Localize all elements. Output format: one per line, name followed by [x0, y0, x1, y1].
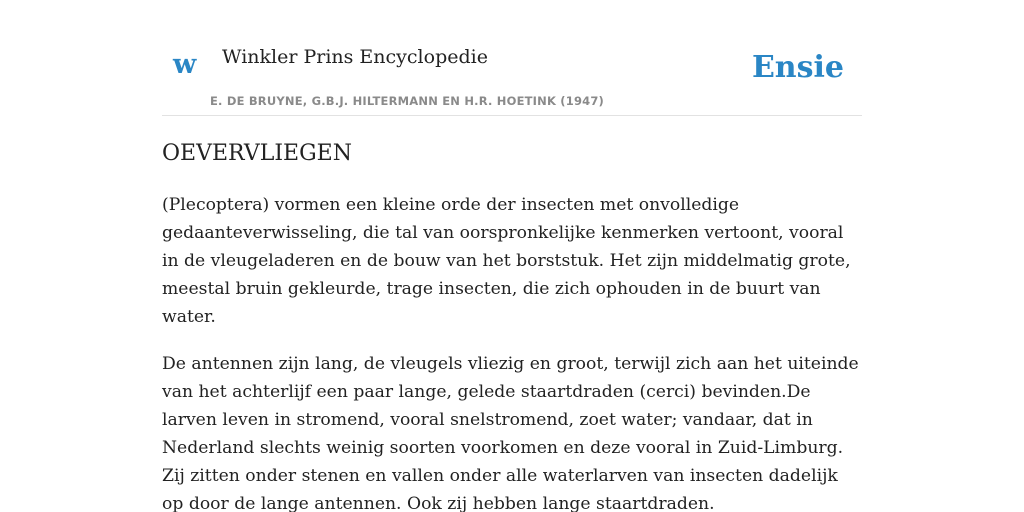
- article-body: [162, 191, 862, 512]
- authors-line: E. DE BRUYNE, G.B.J. HILTERMANN EN H.R. HOETINK (1947): [210, 94, 605, 108]
- header: [162, 0, 862, 116]
- page: [162, 0, 862, 512]
- brand-logo[interactable]: Ensie: [751, 50, 844, 85]
- paragraph: De antennen zijn lang, de vleugels vliezig en groot, terwijl zich aan het uiteinde van het achterlijf een paar lange, gelede staartdraden (cerci) bevinden.De larven leven in stromend, vooral snelstromend, zoet water; vandaar, dat in Nederland slechts weinig soorten voorkomen en deze vooral in Zuid-Limburg. Zij zitten onder stenen en vallen onder alle waterlarven van insecten dadelijk op door de lange antennen. Ook zij hebben lange staartdraden.: [162, 354, 859, 512]
- site-title[interactable]: Winkler Prins Encyclopedie: [222, 46, 488, 68]
- site-logo[interactable]: w: [173, 49, 197, 80]
- paragraph: (Plecoptera) vormen een kleine orde der insecten met onvolledige gedaanteverwisseling, die tal van oorspronkelijke kenmerken vertoont, vooral in de vleugeladeren en de bouw van het borststuk. Het zijn middelmatig grote, meestal bruin gekleurde, trage insecten, die zich ophouden in de buurt van water.: [162, 195, 851, 327]
- entry-title: OEVERVLIEGEN: [162, 141, 352, 166]
